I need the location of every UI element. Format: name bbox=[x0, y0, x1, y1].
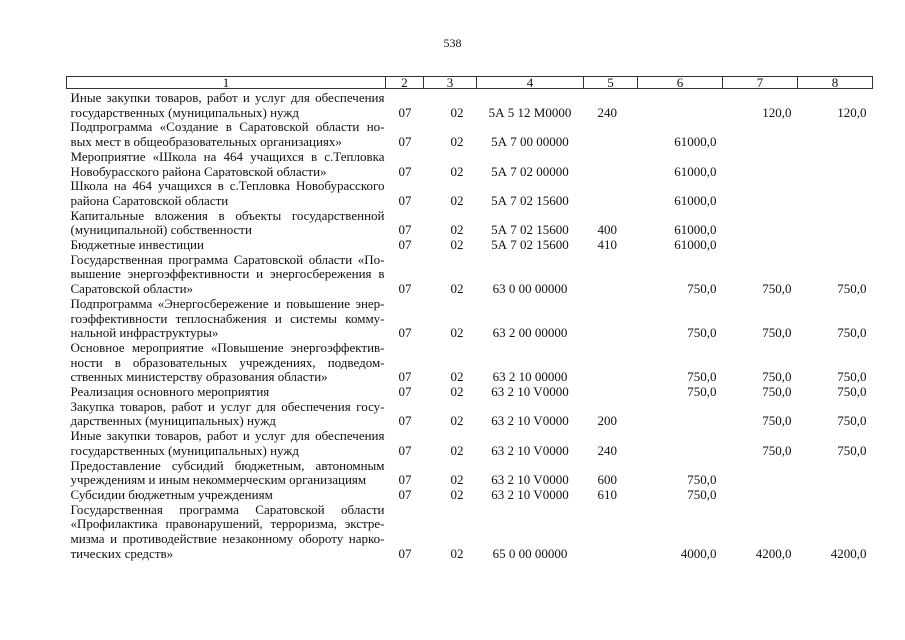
section-code: 07 bbox=[398, 163, 412, 179]
row-description bbox=[67, 253, 386, 297]
amount-col-6: 61000,0 bbox=[674, 134, 717, 150]
expense-type: 610 bbox=[597, 486, 617, 502]
section-code: 07 bbox=[398, 472, 412, 488]
amount-col-8 bbox=[798, 459, 873, 488]
table-row bbox=[67, 179, 873, 208]
section-code: 07 bbox=[398, 134, 412, 150]
row-description bbox=[67, 238, 386, 253]
amount-col-7: 750,0 bbox=[762, 281, 792, 297]
target-article: 63 0 00 00000 bbox=[492, 281, 568, 297]
amount-col-6: 750,0 bbox=[687, 281, 717, 297]
amount-col-8: 750,0 bbox=[837, 281, 867, 297]
amount-col-6 bbox=[638, 429, 723, 458]
section-code: 07 bbox=[398, 222, 412, 238]
expense-type bbox=[584, 341, 638, 385]
expense-type: 410 bbox=[597, 237, 617, 253]
amount-col-7: 750,0 bbox=[762, 384, 792, 400]
amount-col-8: 750,0 bbox=[837, 325, 867, 341]
header-cell: 6 bbox=[638, 77, 723, 89]
header-cell: 3 bbox=[424, 77, 477, 89]
subsection-code: 02 bbox=[450, 384, 464, 400]
section-code: 07 bbox=[398, 192, 412, 208]
description-line: Предоставление субсидий бюджетным, автономным bbox=[70, 457, 385, 473]
table-row bbox=[67, 238, 873, 253]
row-description bbox=[67, 150, 386, 179]
amount-col-8 bbox=[798, 179, 873, 208]
amount-col-6: 61000,0 bbox=[674, 192, 717, 208]
section-code: 07 bbox=[398, 325, 412, 341]
description-line: вышение энергоэффективности и энергосбережения в bbox=[70, 266, 385, 282]
expense-type: 600 bbox=[597, 472, 617, 488]
amount-col-7 bbox=[723, 459, 798, 488]
table-row bbox=[67, 400, 873, 429]
amount-col-7 bbox=[723, 488, 798, 503]
table-row bbox=[67, 503, 873, 562]
description-line: Государственная программа Саратовской области bbox=[70, 501, 385, 517]
amount-col-7: 750,0 bbox=[762, 442, 792, 458]
table-row bbox=[67, 488, 873, 503]
target-article: 5А 7 02 00000 bbox=[491, 163, 569, 179]
subsection-code: 02 bbox=[450, 134, 464, 150]
amount-col-6: 750,0 bbox=[687, 486, 717, 502]
table-row bbox=[67, 341, 873, 385]
description-line: Бюджетные инвестиции bbox=[70, 237, 204, 253]
amount-col-6: 750,0 bbox=[687, 369, 717, 385]
expense-type: 400 bbox=[597, 222, 617, 238]
target-article: 63 2 10 V0000 bbox=[491, 413, 569, 429]
description-line: Мероприятие «Школа на 464 учащихся в с.Тепловка bbox=[70, 148, 385, 164]
amount-col-6: 750,0 bbox=[687, 472, 717, 488]
description-line: Реализация основного мероприятия bbox=[70, 384, 270, 400]
header-cell: 7 bbox=[723, 77, 798, 89]
expense-type: 240 bbox=[597, 104, 617, 120]
description-line: Саратовской области» bbox=[70, 281, 194, 297]
amount-col-7: 120,0 bbox=[762, 104, 792, 120]
section-code: 07 bbox=[398, 237, 412, 253]
section-code: 07 bbox=[398, 369, 412, 385]
target-article: 5А 7 02 15600 bbox=[491, 222, 569, 238]
amount-col-7 bbox=[723, 150, 798, 179]
header-cell: 2 bbox=[386, 77, 424, 89]
section-code: 07 bbox=[398, 545, 412, 561]
description-line: государственных (муниципальных) нужд bbox=[70, 442, 299, 458]
target-article: 5А 7 02 15600 bbox=[491, 237, 569, 253]
description-line: ности в образовательных учреждениях, подведом- bbox=[70, 354, 385, 370]
description-line: Подпрограмма «Энергосбережение и повышение энер- bbox=[70, 295, 385, 311]
subsection-code: 02 bbox=[450, 104, 464, 120]
expense-type bbox=[584, 120, 638, 149]
amount-col-8: 750,0 bbox=[837, 442, 867, 458]
table-row bbox=[67, 385, 873, 400]
header-cell: 4 bbox=[477, 77, 584, 89]
subsection-code: 02 bbox=[450, 486, 464, 502]
amount-col-7: 750,0 bbox=[762, 413, 792, 429]
section-code: 07 bbox=[398, 413, 412, 429]
description-line: тических средств» bbox=[70, 545, 174, 561]
header-cell: 8 bbox=[798, 77, 873, 89]
row-description bbox=[67, 488, 386, 503]
expense-type bbox=[584, 503, 638, 562]
amount-col-6: 4000,0 bbox=[680, 545, 717, 561]
amount-col-8 bbox=[798, 238, 873, 253]
expense-type: 240 bbox=[597, 442, 617, 458]
subsection-code: 02 bbox=[450, 222, 464, 238]
subsection-code: 02 bbox=[450, 163, 464, 179]
expense-type bbox=[584, 253, 638, 297]
amount-col-8 bbox=[798, 120, 873, 149]
description-line: Иные закупки товаров, работ и услуг для обеспечения bbox=[70, 428, 385, 444]
description-line: Субсидии бюджетным учреждениям bbox=[70, 486, 273, 502]
description-line: гоэффективности теплоснабжения и системы комму- bbox=[70, 310, 385, 326]
subsection-code: 02 bbox=[450, 281, 464, 297]
amount-col-7: 750,0 bbox=[762, 325, 792, 341]
header-row bbox=[67, 77, 873, 89]
page-number: 538 bbox=[443, 36, 462, 50]
description-line: Основное мероприятие «Повышение энергоэффектив- bbox=[70, 339, 385, 355]
section-code: 07 bbox=[398, 104, 412, 120]
description-line: Новобурасского района Саратовской области» bbox=[70, 163, 327, 179]
row-description bbox=[67, 297, 386, 341]
amount-col-8 bbox=[798, 209, 873, 238]
row-description bbox=[67, 400, 386, 429]
section-code: 07 bbox=[398, 384, 412, 400]
budget-table bbox=[66, 76, 873, 562]
amount-col-8: 4200,0 bbox=[830, 545, 867, 561]
description-line: ственных министерству образования области» bbox=[70, 369, 328, 385]
table-row bbox=[67, 429, 873, 458]
amount-col-6: 61000,0 bbox=[674, 163, 717, 179]
target-article: 63 2 10 V0000 bbox=[491, 486, 569, 502]
description-line: учреждениям и иным некоммерческим организациям bbox=[70, 472, 367, 488]
table-row bbox=[67, 459, 873, 488]
description-line: вых мест в общеобразовательных организациях» bbox=[70, 134, 342, 150]
row-description bbox=[67, 209, 386, 238]
description-line: (муниципальной) собственности bbox=[70, 222, 252, 238]
amount-col-6: 61000,0 bbox=[674, 237, 717, 253]
row-description bbox=[67, 341, 386, 385]
amount-col-7 bbox=[723, 179, 798, 208]
row-description bbox=[67, 179, 386, 208]
amount-col-6: 61000,0 bbox=[674, 222, 717, 238]
target-article: 5А 7 02 15600 bbox=[491, 192, 569, 208]
description-line: мизма и противодействие незаконному обороту нарко- bbox=[70, 531, 385, 547]
amount-col-7: 4200,0 bbox=[755, 545, 792, 561]
amount-col-7 bbox=[723, 238, 798, 253]
expense-type bbox=[584, 150, 638, 179]
table-row bbox=[67, 150, 873, 179]
expense-type bbox=[584, 179, 638, 208]
table-row bbox=[67, 297, 873, 341]
description-line: государственных (муниципальных) нужд bbox=[70, 104, 299, 120]
amount-col-6: 750,0 bbox=[687, 384, 717, 400]
table-row bbox=[67, 209, 873, 238]
amount-col-8 bbox=[798, 150, 873, 179]
target-article: 5А 5 12 М0000 bbox=[488, 104, 572, 120]
subsection-code: 02 bbox=[450, 442, 464, 458]
subsection-code: 02 bbox=[450, 237, 464, 253]
subsection-code: 02 bbox=[450, 369, 464, 385]
amount-col-8 bbox=[798, 488, 873, 503]
table-row bbox=[67, 253, 873, 297]
expense-type: 200 bbox=[597, 413, 617, 429]
section-code: 07 bbox=[398, 281, 412, 297]
table-row bbox=[67, 89, 873, 121]
subsection-code: 02 bbox=[450, 192, 464, 208]
header-cell: 1 bbox=[67, 77, 386, 89]
description-line: дарственных (муниципальных) нужд bbox=[70, 413, 276, 429]
amount-col-8: 120,0 bbox=[837, 104, 867, 120]
amount-col-8: 750,0 bbox=[837, 384, 867, 400]
amount-col-7 bbox=[723, 120, 798, 149]
amount-col-6 bbox=[638, 89, 723, 121]
target-article: 63 2 10 V0000 bbox=[491, 442, 569, 458]
target-article: 65 0 00 00000 bbox=[492, 545, 568, 561]
row-description bbox=[67, 89, 386, 121]
description-line: района Саратовской области bbox=[70, 192, 229, 208]
section-code: 07 bbox=[398, 442, 412, 458]
description-line: Подпрограмма «Создание в Саратовской области но- bbox=[70, 119, 385, 135]
description-line: Школа на 464 учащихся в с.Тепловка Новобурасского bbox=[70, 178, 385, 194]
description-line: Капитальные вложения в объекты государственной bbox=[70, 207, 385, 223]
subsection-code: 02 bbox=[450, 413, 464, 429]
expense-type bbox=[584, 385, 638, 400]
subsection-code: 02 bbox=[450, 472, 464, 488]
target-article: 5А 7 00 00000 bbox=[491, 134, 569, 150]
amount-col-8: 750,0 bbox=[837, 413, 867, 429]
table-row bbox=[67, 120, 873, 149]
amount-col-6 bbox=[638, 400, 723, 429]
amount-col-7: 750,0 bbox=[762, 369, 792, 385]
table-body bbox=[67, 89, 873, 562]
target-article: 63 2 00 00000 bbox=[492, 325, 568, 341]
expense-type bbox=[584, 297, 638, 341]
target-article: 63 2 10 00000 bbox=[492, 369, 568, 385]
row-description bbox=[67, 459, 386, 488]
row-description bbox=[67, 120, 386, 149]
amount-col-6: 750,0 bbox=[687, 325, 717, 341]
description-line: нальной инфраструктуры» bbox=[70, 325, 219, 341]
target-article: 63 2 10 V0000 bbox=[491, 384, 569, 400]
subsection-code: 02 bbox=[450, 545, 464, 561]
description-line: Государственная программа Саратовской области «По- bbox=[70, 251, 385, 267]
row-description bbox=[67, 385, 386, 400]
description-line: «Профилактика правонарушений, терроризма, экстре- bbox=[70, 516, 385, 532]
row-description bbox=[67, 429, 386, 458]
description-line: Иные закупки товаров, работ и услуг для обеспечения bbox=[70, 90, 385, 105]
description-line: Закупка товаров, работ и услуг для обеспечения госу- bbox=[70, 398, 385, 414]
header-cell: 5 bbox=[584, 77, 638, 89]
subsection-code: 02 bbox=[450, 325, 464, 341]
target-article: 63 2 10 V0000 bbox=[491, 472, 569, 488]
amount-col-7 bbox=[723, 209, 798, 238]
amount-col-8: 750,0 bbox=[837, 369, 867, 385]
section-code: 07 bbox=[398, 486, 412, 502]
row-description bbox=[67, 503, 386, 562]
